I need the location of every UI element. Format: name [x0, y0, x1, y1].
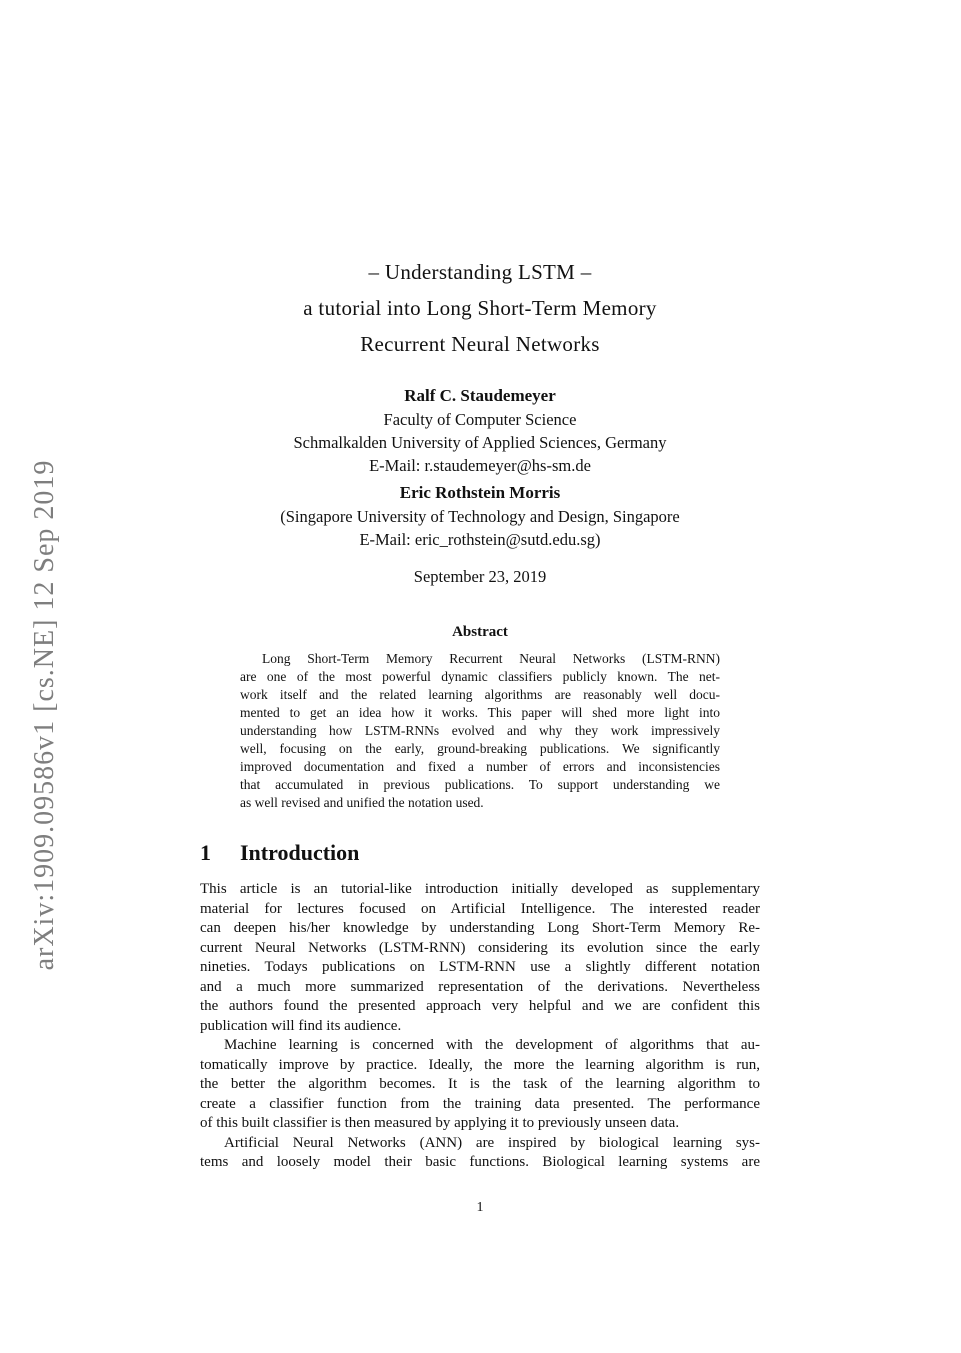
author-affiliation: [200, 505, 760, 551]
text-line: the authors found the presented approach very helpful and we are confident this: [200, 998, 760, 1014]
text-line: and a much more summarized representation of the derivations. Nevertheless: [200, 978, 760, 995]
text-line: are one of the most powerful dynamic classifiers publicly known. The net-: [240, 669, 720, 684]
author-block: [200, 384, 760, 477]
section-heading: [200, 838, 760, 868]
text-line: tems and loosely model their basic functions. Biological learning systems are: [200, 1154, 760, 1170]
abstract-heading: Abstract: [452, 624, 508, 640]
text-line: understanding how LSTM-RNNs evolved and why they work impressively: [240, 723, 720, 738]
text-line: work itself and the related learning algorithms are reasonably well docu-: [240, 687, 720, 702]
page-content: [200, 0, 760, 1217]
text-line: E-Mail: r.staudemeyer@hs-sm.de: [369, 456, 591, 475]
page-number: 1: [476, 1199, 484, 1215]
text-line: well, focusing on the early, ground-breaking publications. We significantly: [240, 741, 720, 756]
text-line: tomatically improve by practice. Ideally, the more the learning algorithm is run,: [200, 1056, 760, 1073]
paragraph: [200, 880, 760, 1036]
paragraph: [200, 1036, 760, 1134]
text-line: Machine learning is concerned with the development of algorithms that au-: [224, 1037, 760, 1053]
text-line: material for lectures focused on Artificial Intelligence. The interested reader: [200, 900, 760, 917]
text-line: current Neural Networks (LSTM-RNN) considering its evolution since the early: [200, 939, 760, 956]
arxiv-watermark: arXiv:1909.09586v1 [cs.NE] 12 Sep 2019: [29, 459, 60, 971]
author-affiliation: [200, 408, 760, 477]
text-line: the better the algorithm becomes. It is the task of the learning algorithm to: [200, 1076, 760, 1092]
text-line: as well revised and unified the notation used.: [240, 795, 484, 810]
paper-title: [200, 254, 760, 362]
section-title: Introduction: [240, 840, 360, 865]
text-line: publication will find its audience.: [200, 1017, 402, 1034]
abstract-section: [240, 621, 720, 812]
author-name: Ralf C. Staudemeyer: [404, 386, 556, 405]
text-line: – Understanding LSTM –: [368, 260, 592, 284]
text-line: Artificial Neural Networks (ANN) are inspired by biological learning sys-: [224, 1134, 760, 1151]
author-name: Eric Rothstein Morris: [399, 483, 561, 502]
text-line: (Singapore University of Technology and Design, Singapore: [280, 507, 680, 526]
section-number: 1: [200, 840, 211, 865]
text-line: create a classifier function from the training data presented. The performance: [200, 1095, 760, 1112]
text-line: Recurrent Neural Networks: [360, 332, 600, 356]
text-line: that accumulated in previous publications. To support understanding we: [240, 777, 720, 792]
text-line: mented to get an idea how it works. This paper will shed more light into: [240, 705, 720, 720]
paragraph: [200, 1134, 760, 1173]
text-line: nineties. Todays publications on LSTM-RNN use a slightly different notation: [200, 959, 760, 975]
text-line: Faculty of Computer Science: [383, 410, 577, 429]
text-line: Long Short-Term Memory Recurrent Neural Networks (LSTM-RNN): [262, 651, 720, 666]
abstract-body: [240, 650, 720, 812]
author-block: [200, 481, 760, 551]
text-line: a tutorial into Long Short-Term Memory: [303, 296, 657, 320]
text-line: This article is an tutorial-like introduction initially developed as supplementary: [200, 881, 760, 897]
text-line: can deepen his/her knowledge by understanding Long Short-Term Memory Re-: [200, 920, 760, 936]
text-line: of this built classifier is then measured by applying it to previously unseen data.: [200, 1115, 680, 1131]
text-line: E-Mail: eric_rothstein@sutd.edu.sg): [359, 530, 601, 549]
text-line: improved documentation and fixed a number of errors and inconsistencies: [240, 759, 720, 774]
paper-date: September 23, 2019: [413, 567, 547, 586]
text-line: Schmalkalden University of Applied Sciences, Germany: [293, 433, 667, 452]
